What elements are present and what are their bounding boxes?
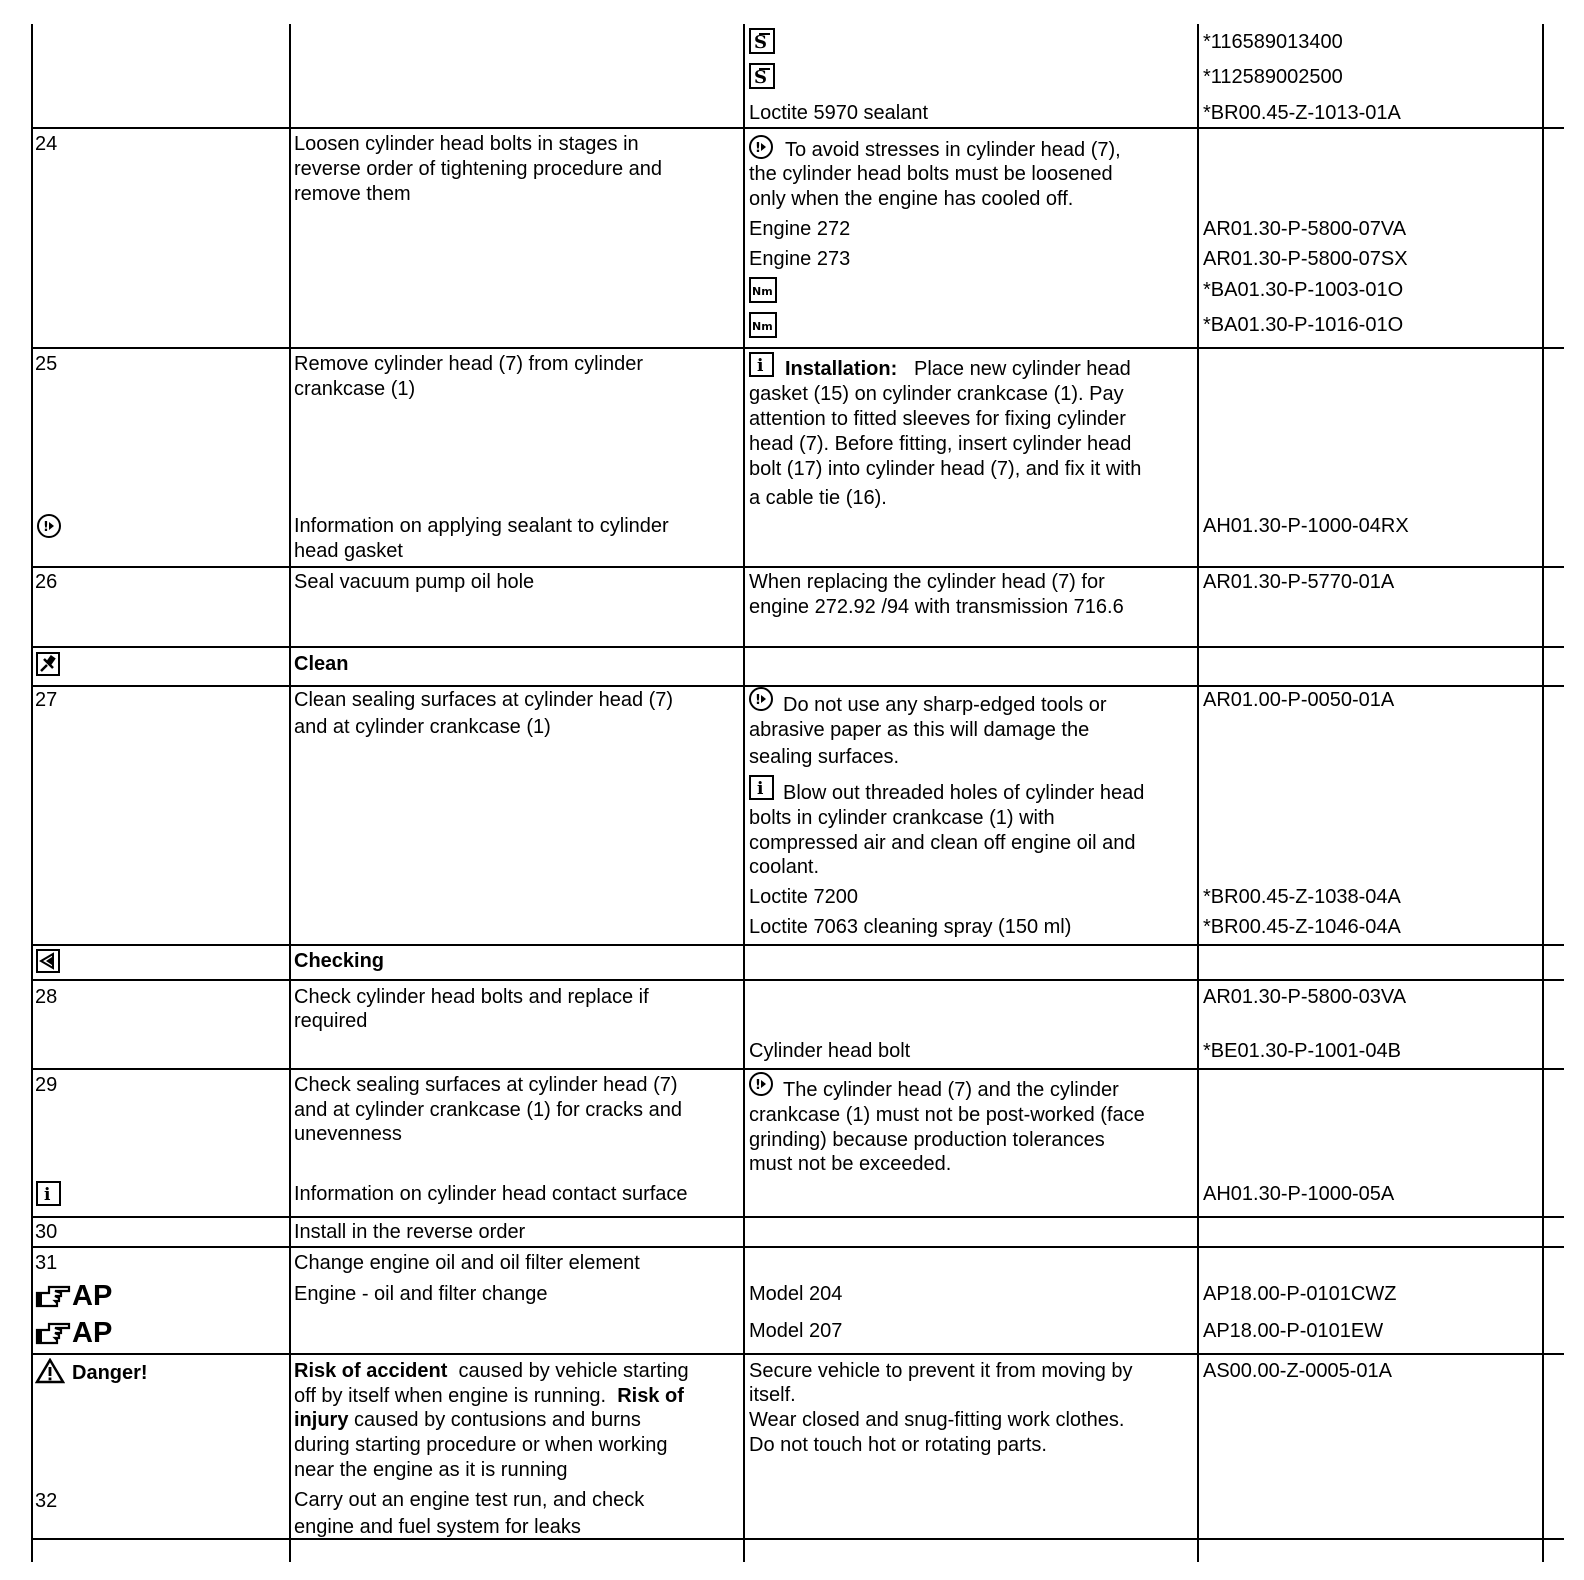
special-tool-icon xyxy=(749,28,775,54)
info-icon xyxy=(749,352,774,377)
torque-nm-icon xyxy=(749,312,777,338)
material-name: Loctite 7063 cleaning spray (150 ml) xyxy=(749,916,1072,938)
caution-note: To avoid stresses in cylinder head (7), xyxy=(785,139,1121,161)
ap-label: AP xyxy=(72,1280,113,1312)
caution-icon xyxy=(37,514,61,538)
engine-variant: Engine 273 xyxy=(749,248,851,270)
engine-variant: Engine 272 xyxy=(749,218,851,240)
row-divider xyxy=(32,944,1564,946)
document-reference: *BE01.30-P-1001-04B xyxy=(1203,1040,1401,1062)
row-divider xyxy=(32,347,1564,349)
table-border-right xyxy=(1542,24,1544,1562)
document-reference: AR01.30-P-5800-07VA xyxy=(1203,218,1407,240)
document-reference: AP18.00-P-0101EW xyxy=(1203,1320,1384,1342)
step-number: 26 xyxy=(35,571,58,593)
document-reference: *BA01.30-P-1016-01O xyxy=(1203,314,1404,336)
document-reference: AR01.30-P-5800-07SX xyxy=(1203,248,1408,270)
step-description: Seal vacuum pump oil hole xyxy=(294,571,535,593)
risk-label: Risk of accident xyxy=(294,1360,448,1382)
model-variant: Model 204 xyxy=(749,1283,843,1305)
danger-text: during starting procedure or when working xyxy=(294,1434,668,1456)
caution-note: The cylinder head (7) and the cylinder xyxy=(783,1079,1119,1101)
step-number: 27 xyxy=(35,689,58,711)
info-note: compressed air and clean off engine oil and xyxy=(749,832,1136,854)
step-description: and at cylinder crankcase (1) for cracks and xyxy=(294,1099,682,1121)
part-number: *112589002500 xyxy=(1203,66,1343,88)
pointing-hand-icon xyxy=(35,1283,71,1309)
step-subnote: head gasket xyxy=(294,540,403,562)
installation-note: Place new cylinder head xyxy=(914,358,1131,380)
step-description: Change engine oil and oil filter element xyxy=(294,1252,640,1274)
step-subnote: Information on cylinder head contact surface xyxy=(294,1183,688,1205)
step-number: 31 xyxy=(35,1252,58,1274)
material-name: Loctite 5970 sealant xyxy=(749,102,929,124)
row-divider xyxy=(32,566,1564,568)
ap-label: AP xyxy=(72,1317,113,1349)
column-divider xyxy=(289,24,291,1562)
svg-text:S: S xyxy=(754,32,767,52)
info-note: coolant. xyxy=(749,856,820,878)
danger-text xyxy=(294,1384,684,1409)
column-divider xyxy=(1197,24,1199,1562)
danger-label: Danger! xyxy=(72,1362,148,1384)
row-divider xyxy=(32,1216,1564,1218)
danger-text xyxy=(294,1408,641,1433)
svg-text:!: ! xyxy=(755,1078,761,1093)
column-divider xyxy=(743,24,745,1562)
svg-text:i: i xyxy=(757,356,764,375)
step-number: 25 xyxy=(35,353,58,375)
section-heading: Clean xyxy=(294,653,349,675)
svg-text:Nm: Nm xyxy=(752,285,773,298)
caution-icon xyxy=(749,687,773,711)
row-divider xyxy=(32,979,1564,981)
risk-label: Risk of xyxy=(617,1385,684,1407)
caution-note: must not be exceeded. xyxy=(749,1153,952,1175)
step-condition: When replacing the cylinder head (7) for xyxy=(749,571,1105,593)
installation-label: Installation: xyxy=(785,358,898,380)
row-divider xyxy=(32,1246,1564,1248)
step-description: crankcase (1) xyxy=(294,378,416,400)
part-name: Cylinder head bolt xyxy=(749,1040,911,1062)
info-icon xyxy=(749,775,774,800)
material-name: Loctite 7200 xyxy=(749,886,858,908)
caution-note: only when the engine has cooled off. xyxy=(749,188,1074,210)
document-reference: *BR00.45-Z-1013-01A xyxy=(1203,102,1401,124)
clean-icon xyxy=(36,652,60,676)
safety-instruction: Do not touch hot or rotating parts. xyxy=(749,1434,1047,1456)
check-icon xyxy=(36,949,60,973)
step-description: unevenness xyxy=(294,1123,402,1145)
danger-text-part: caused by contusions and burns xyxy=(354,1409,641,1431)
installation-note: gasket (15) on cylinder crankcase (1). Pay xyxy=(749,383,1124,405)
document-reference: *BR00.45-Z-1038-04A xyxy=(1203,886,1401,908)
special-tool-icon xyxy=(749,63,775,89)
step-number: 29 xyxy=(35,1074,58,1096)
installation-note: bolt (17) into cylinder head (7), and fix it with xyxy=(749,458,1142,480)
step-description: and at cylinder crankcase (1) xyxy=(294,716,551,738)
info-icon xyxy=(36,1181,61,1206)
svg-text:!: ! xyxy=(755,141,761,156)
danger-text-part: caused by vehicle starting xyxy=(458,1360,689,1382)
row-divider xyxy=(32,685,1564,687)
document-reference: AP18.00-P-0101CWZ xyxy=(1203,1283,1397,1305)
caution-note: the cylinder head bolts must be loosened xyxy=(749,163,1113,185)
pointing-hand-icon xyxy=(35,1320,71,1346)
document-reference: AH01.30-P-1000-05A xyxy=(1203,1183,1395,1205)
document-reference: AR01.00-P-0050-01A xyxy=(1203,689,1395,711)
caution-note: abrasive paper as this will damage the xyxy=(749,719,1090,741)
caution-icon xyxy=(749,1072,773,1096)
caution-note: crankcase (1) must not be post-worked (face xyxy=(749,1104,1145,1126)
installation-note: attention to fitted sleeves for fixing cylinder xyxy=(749,408,1126,430)
table-border-bottom xyxy=(32,1538,1564,1540)
step-description: Check cylinder head bolts and replace if xyxy=(294,986,649,1008)
danger-text-part: off by itself when engine is running. xyxy=(294,1385,607,1407)
caution-note: grinding) because production tolerances xyxy=(749,1129,1105,1151)
danger-text xyxy=(294,1359,689,1384)
step-description: reverse order of tightening procedure and xyxy=(294,158,663,180)
document-reference: AR01.30-P-5770-01A xyxy=(1203,571,1395,593)
svg-text:S: S xyxy=(754,67,767,87)
safety-instruction: itself. xyxy=(749,1384,796,1406)
danger-text: near the engine as it is running xyxy=(294,1459,568,1481)
table-border-left xyxy=(31,24,33,1562)
step-description: Loosen cylinder head bolts in stages in xyxy=(294,133,639,155)
info-note: Blow out threaded holes of cylinder head xyxy=(783,782,1145,804)
caution-note: Do not use any sharp-edged tools or xyxy=(783,694,1107,716)
svg-text:i: i xyxy=(757,779,764,798)
model-variant: Model 207 xyxy=(749,1320,843,1342)
step-description: Check sealing surfaces at cylinder head (7) xyxy=(294,1074,678,1096)
svg-text:i: i xyxy=(44,1185,51,1204)
step-description: Carry out an engine test run, and check xyxy=(294,1489,645,1511)
row-divider xyxy=(32,646,1564,648)
step-description: Install in the reverse order xyxy=(294,1221,526,1243)
step-description: engine and fuel system for leaks xyxy=(294,1516,581,1538)
step-description: Engine - oil and filter change xyxy=(294,1283,548,1305)
safety-instruction: Wear closed and snug-fitting work clothes. xyxy=(749,1409,1125,1431)
document-reference: *BA01.30-P-1003-01O xyxy=(1203,279,1404,301)
caution-note: sealing surfaces. xyxy=(749,746,900,768)
svg-text:Nm: Nm xyxy=(752,320,773,333)
document-reference: AH01.30-P-1000-04RX xyxy=(1203,515,1409,537)
step-subnote: Information on applying sealant to cylinder xyxy=(294,515,669,537)
torque-nm-icon xyxy=(749,277,777,303)
part-number: *116589013400 xyxy=(1203,31,1343,53)
step-number: 32 xyxy=(35,1490,58,1512)
row-divider xyxy=(32,127,1564,129)
info-note: bolts in cylinder crankcase (1) with xyxy=(749,807,1055,829)
step-description: required xyxy=(294,1010,368,1032)
installation-note: head (7). Before fitting, insert cylinder head xyxy=(749,433,1132,455)
step-description: remove them xyxy=(294,183,411,205)
svg-text:!: ! xyxy=(43,520,49,535)
section-heading: Checking xyxy=(294,950,385,972)
installation-note: a cable tie (16). xyxy=(749,487,887,509)
warning-triangle-icon xyxy=(35,1358,65,1384)
safety-instruction: Secure vehicle to prevent it from moving by xyxy=(749,1360,1133,1382)
document-reference: AS00.00-Z-0005-01A xyxy=(1203,1360,1393,1382)
step-number: 28 xyxy=(35,986,58,1008)
svg-text:!: ! xyxy=(755,693,761,708)
row-divider xyxy=(32,1353,1564,1355)
step-number: 24 xyxy=(35,133,58,155)
step-condition: engine 272.92 /94 with transmission 716.6 xyxy=(749,596,1124,618)
document-reference: *BR00.45-Z-1046-04A xyxy=(1203,916,1401,938)
row-divider xyxy=(32,1068,1564,1070)
risk-label: injury xyxy=(294,1409,349,1431)
step-number: 30 xyxy=(35,1221,58,1243)
step-description: Remove cylinder head (7) from cylinder xyxy=(294,353,644,375)
step-description: Clean sealing surfaces at cylinder head (7) xyxy=(294,689,674,711)
document-reference: AR01.30-P-5800-03VA xyxy=(1203,986,1407,1008)
caution-icon xyxy=(749,135,773,159)
